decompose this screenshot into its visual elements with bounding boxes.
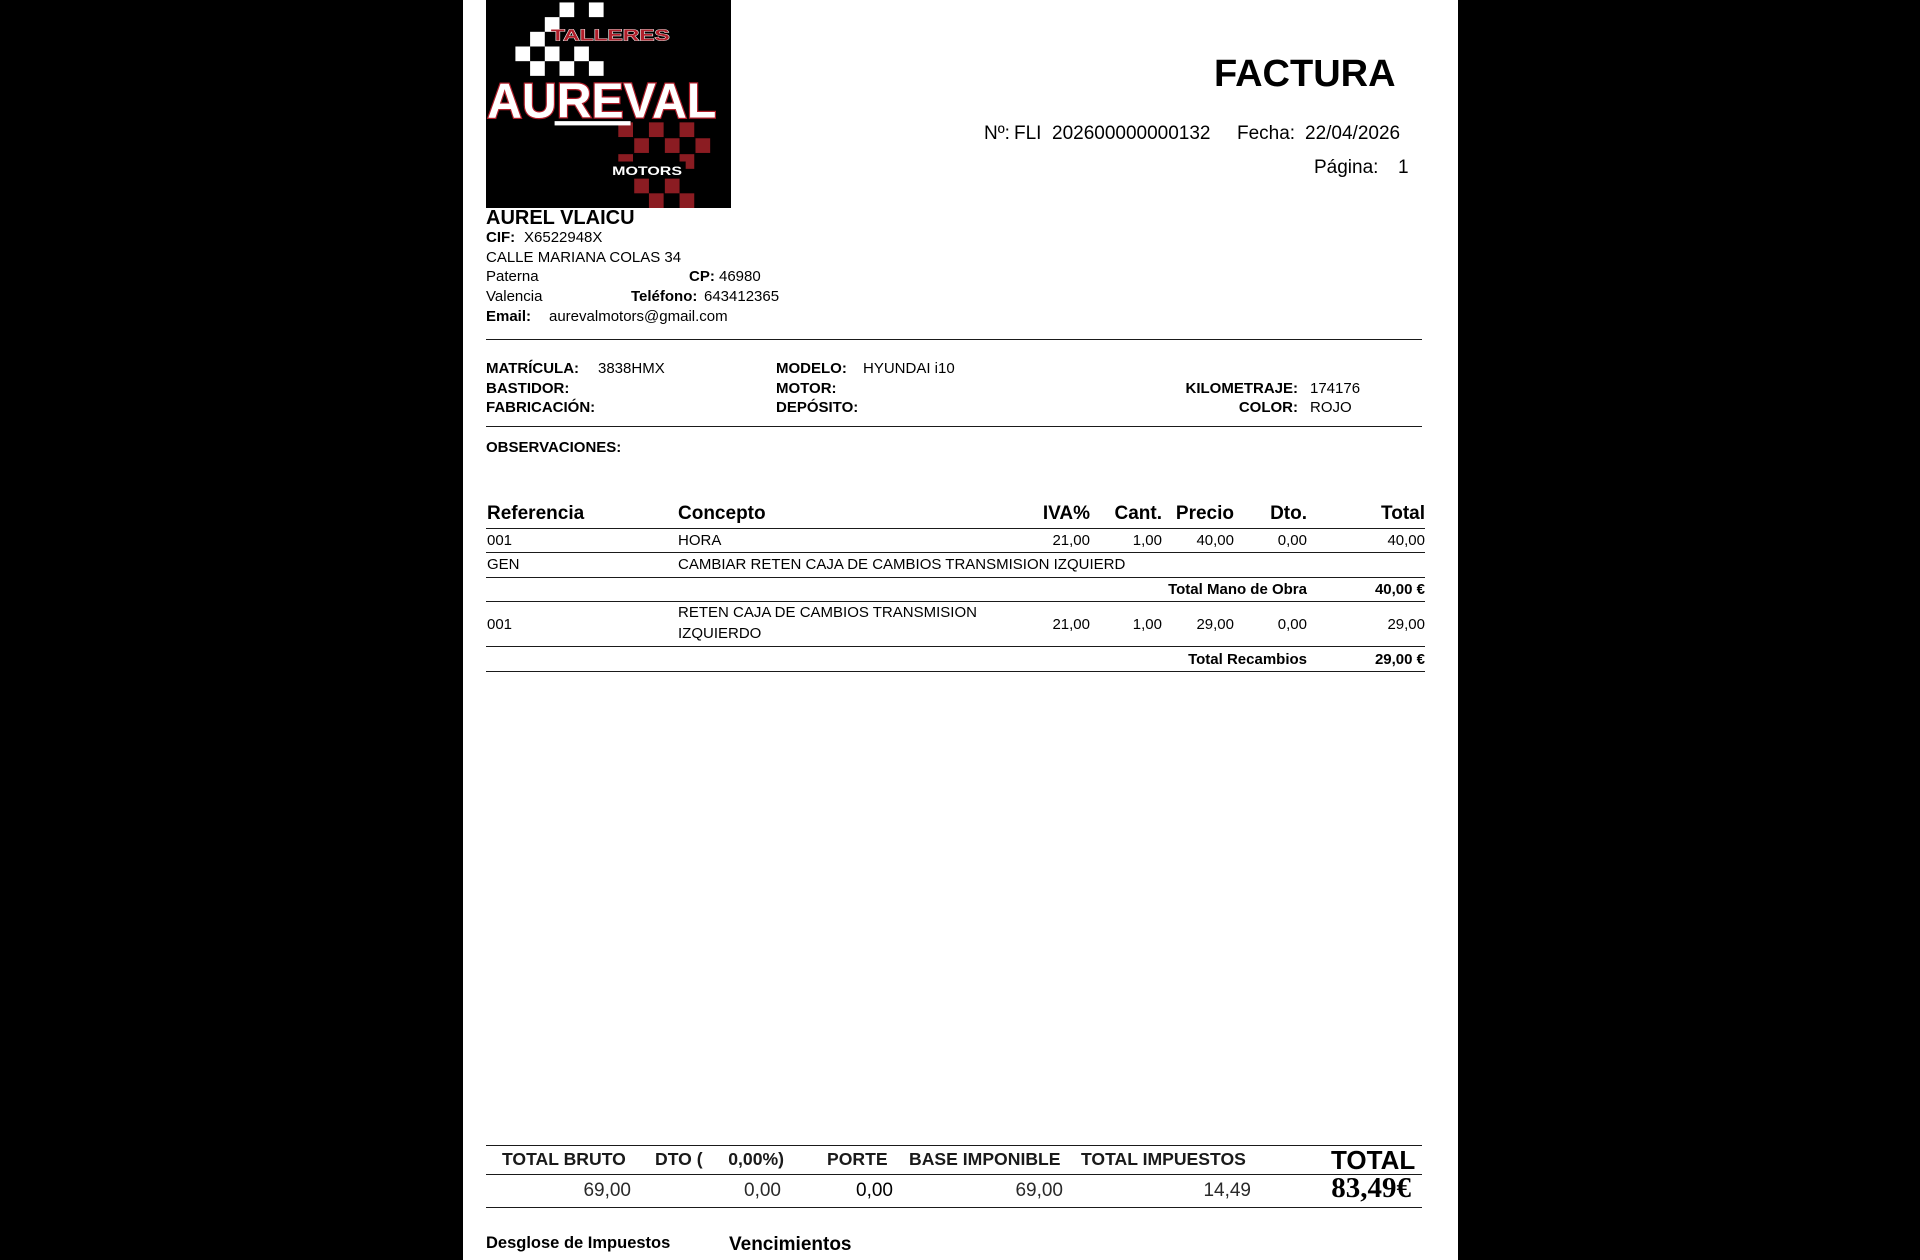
logo-white-check-square (589, 2, 604, 17)
logo-red-check-square (665, 138, 680, 153)
table-row-rule (486, 601, 1425, 602)
line-discount: 0,00 (1277, 616, 1307, 633)
issuer-phone: 643412365 (704, 288, 780, 305)
invoice-date: 22/04/2026 (1305, 123, 1401, 144)
table-header-rule (486, 528, 1425, 529)
issuer-cif: X6522948X (524, 229, 603, 246)
line-vat: 21,00 (1052, 616, 1090, 633)
logo-red-check-square (634, 179, 649, 194)
logo-graphic (486, 0, 731, 208)
logo-red-check-square (649, 193, 664, 208)
vehicle-mileage: 174176 (1310, 380, 1361, 397)
divider (486, 339, 1422, 340)
total-discount-label: DTO ( (655, 1149, 703, 1169)
grand-total-label: TOTAL (1331, 1145, 1416, 1175)
line-qty: 1,00 (1132, 532, 1162, 549)
line-vat: 21,00 (1052, 532, 1090, 549)
line-price: 29,00 (1196, 616, 1234, 633)
line-qty: 1,00 (1132, 616, 1162, 633)
logo-aureval-text: AUREVAL (487, 74, 717, 129)
totals-top-rule (486, 1145, 1422, 1146)
issuer-phone-label: Teléfono: (631, 288, 698, 305)
column-header-concept: Concepto (678, 503, 766, 524)
logo-white-check-square (515, 46, 530, 61)
vehicle-color-label: COLOR: (1238, 399, 1298, 416)
labour-total-label: Total Mano de Obra (1168, 581, 1307, 598)
logo-red-check-square (634, 138, 649, 153)
page-number-label: Página: (1314, 157, 1379, 178)
issuer-name: AUREL VLAICU (486, 207, 635, 229)
column-header-price: Precio (1175, 503, 1234, 524)
total-gross-label: TOTAL BRUTO (502, 1149, 626, 1169)
line-concept: HORA (678, 532, 722, 549)
total-discount-value: 0,00 (744, 1180, 781, 1201)
invoice-series: FLI (1014, 123, 1042, 144)
issuer-email-label: Email: (486, 308, 532, 325)
vehicle-tank-label: DEPÓSITO: (776, 399, 859, 416)
logo-white-check-square (530, 32, 545, 47)
column-header-discount: Dto. (1270, 503, 1307, 524)
notes-label: OBSERVACIONES: (486, 439, 622, 456)
invoice-date-label: Fecha: (1237, 123, 1296, 144)
total-gross-value: 69,00 (583, 1180, 631, 1201)
table-row-rule (486, 577, 1425, 578)
line-ref: 001 (487, 532, 513, 549)
logo-red-check-square (695, 138, 710, 153)
issuer-address: CALLE MARIANA COLAS 34 (486, 249, 682, 266)
invoice-title: FACTURA (1214, 53, 1396, 95)
column-header-vat: IVA% (1042, 503, 1090, 524)
vehicle-mileage-label: KILOMETRAJE: (1185, 380, 1298, 397)
line-concept: RETEN CAJA DE CAMBIOS TRANSMISION IZQUIERDO (678, 604, 977, 642)
line-total: 40,00 (1387, 532, 1425, 549)
tax-breakdown-heading: Desglose de Impuestos (486, 1234, 671, 1252)
invoice-number-label: Nº: (984, 123, 1010, 144)
company-logo (486, 0, 731, 208)
line-discount: 0,00 (1277, 532, 1307, 549)
logo-white-check-square (545, 46, 560, 61)
line-ref: 001 (487, 616, 513, 633)
invoice-page (463, 0, 1458, 1260)
page-number: 1 (1398, 157, 1409, 178)
total-shipping-label: PORTE (827, 1149, 888, 1169)
table-row-rule (486, 646, 1425, 647)
invoice-number: 202600000000132 (1052, 123, 1211, 144)
line-ref: GEN (487, 556, 520, 573)
issuer-cp-label: CP: (689, 268, 715, 285)
totals-header-rule (486, 1174, 1422, 1175)
logo-white-check-square (574, 46, 589, 61)
vehicle-chassis-label: BASTIDOR: (486, 380, 570, 397)
logo-red-check-square (665, 179, 680, 194)
line-concept: CAMBIAR RETEN CAJA DE CAMBIOS TRANSMISION IZQUIERD (678, 556, 1126, 573)
table-row-rule (486, 671, 1425, 672)
total-discount-percent: 0,00%) (728, 1149, 784, 1169)
grand-total-value: 83,49€ (1331, 1172, 1411, 1204)
logo-red-check-square (680, 193, 695, 208)
logo-motors-text: MOTORS (612, 163, 682, 178)
issuer-province: Valencia (486, 288, 543, 305)
logo-white-check-square (560, 2, 575, 17)
vehicle-plate-label: MATRÍCULA: (486, 360, 580, 377)
parts-total-value: 29,00 € (1374, 651, 1425, 668)
column-header-total: Total (1381, 503, 1425, 524)
total-taxes-label: TOTAL IMPUESTOS (1081, 1149, 1246, 1169)
vehicle-plate: 3838HMX (598, 360, 665, 377)
line-price: 40,00 (1196, 532, 1234, 549)
table-row-rule (486, 552, 1425, 553)
total-tax-base-label: BASE IMPONIBLE (909, 1149, 1061, 1169)
issuer-cp: 46980 (719, 268, 761, 285)
total-taxes-value: 14,49 (1203, 1180, 1251, 1201)
column-header-qty: Cant. (1114, 503, 1162, 524)
vehicle-model-label: MODELO: (776, 360, 847, 377)
divider (486, 426, 1422, 427)
due-dates-heading: Vencimientos (729, 1234, 852, 1255)
issuer-email: aurevalmotors@gmail.com (549, 308, 728, 325)
column-header-ref: Referencia (487, 503, 585, 524)
vehicle-color: ROJO (1310, 399, 1352, 416)
vehicle-manufacture-label: FABRICACIÓN: (486, 399, 596, 416)
total-tax-base-value: 69,00 (1015, 1180, 1063, 1201)
vehicle-engine-label: MOTOR: (776, 380, 837, 397)
vehicle-model: HYUNDAI i10 (863, 360, 955, 377)
issuer-cif-label: CIF: (486, 229, 516, 246)
logo-talleres-text: TALLERES (550, 27, 670, 45)
total-shipping-value: 0,00 (856, 1180, 893, 1201)
issuer-city: Paterna (486, 268, 539, 285)
line-total: 29,00 (1387, 616, 1425, 633)
totals-bottom-rule (486, 1207, 1422, 1208)
labour-total-value: 40,00 € (1374, 581, 1425, 598)
parts-total-label: Total Recambios (1188, 651, 1307, 668)
